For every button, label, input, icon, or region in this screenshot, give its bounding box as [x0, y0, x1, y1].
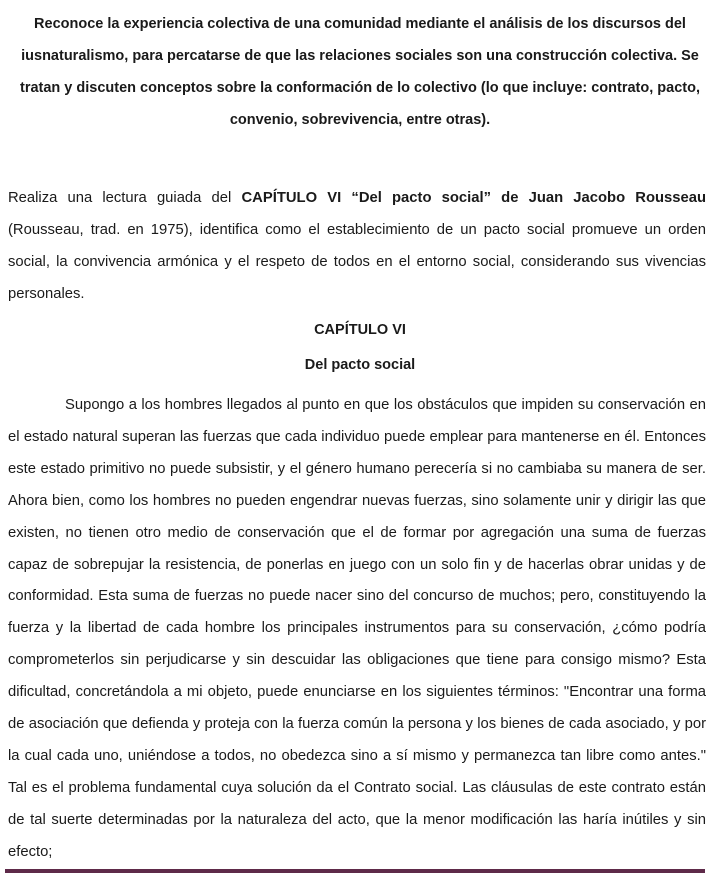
chapter-title: CAPÍTULO VI — [314, 322, 406, 338]
reading-instructions — [8, 182, 706, 310]
footer-divider — [5, 869, 705, 873]
chapter-body-text: Supongo a los hombres llegados al punto en que los obstáculos que impiden su conservación en el estado natural superan las fuerzas que cada individuo puede emplear para mantenerse en él. Entonces este estado primitivo no puede subsistir, y el género humano perecería si no cambiaba su manera de ser. Ahora bien, como los hombres no pueden engendrar nuevas fuerzas, sino solamente unir y dirigir las que existen, no tienen otro medio de conservación que el de formar por agregación una suma de fuerzas capaz de sobrepujar la resistencia, de ponerlas en juego con un solo fin y de hacerlas obrar unidas y de conformidad. Esta suma de fuerzas no puede nacer sino del concurso de muchos; pero, constituyendo la fuerza y la libertad de cada hombre los principales instrumentos para su conservación, ¿cómo podría comprometerlos sin perjudicarse y sin descuidar las obligaciones que tiene para consigo mismo? Esta dificultad, concretándola a mi objeto, puede enunciarse en los siguientes términos: "Encontrar una forma de asociación que defienda y proteja con la fuerza común la persona y los bienes de cada asociado, y por la cual cada uno, uniéndose a todos, no obedezca sino a sí mismo y permanezca tan libre como antes." Tal es el problema fundamental cuya solución da el Contrato social. Las cláusulas de este contrato están de tal suerte determinadas por la naturaleza del acto, que la menor modificación las haría inútiles y sin efecto; — [8, 397, 706, 860]
instructions-bold-title: CAPÍTULO VI “Del pacto social” de Juan Jacobo Rousseau — [241, 190, 707, 206]
learning-objective: Reconoce la experiencia colectiva de una comunidad mediante el análisis de los discursos del iusnaturalismo, para percatarse de que las relaciones sociales son una construcción colectiva. Se tratan y discuten conceptos sobre la conformación de lo colectivo (lo que incluye: contrato, pacto, convenio, sobrevivencia, entre otras). — [19, 16, 700, 128]
chapter-subtitle: Del pacto social — [304, 357, 416, 373]
instructions-prefix: Realiza una lectura guiada del — [8, 190, 242, 206]
instructions-suffix: (Rousseau, trad. en 1975), identifica como el establecimiento de un pacto social promueve un orden social, la convivencia armónica y el respeto de todos en el entorno social, considerando sus vivencias personales. — [8, 222, 706, 302]
